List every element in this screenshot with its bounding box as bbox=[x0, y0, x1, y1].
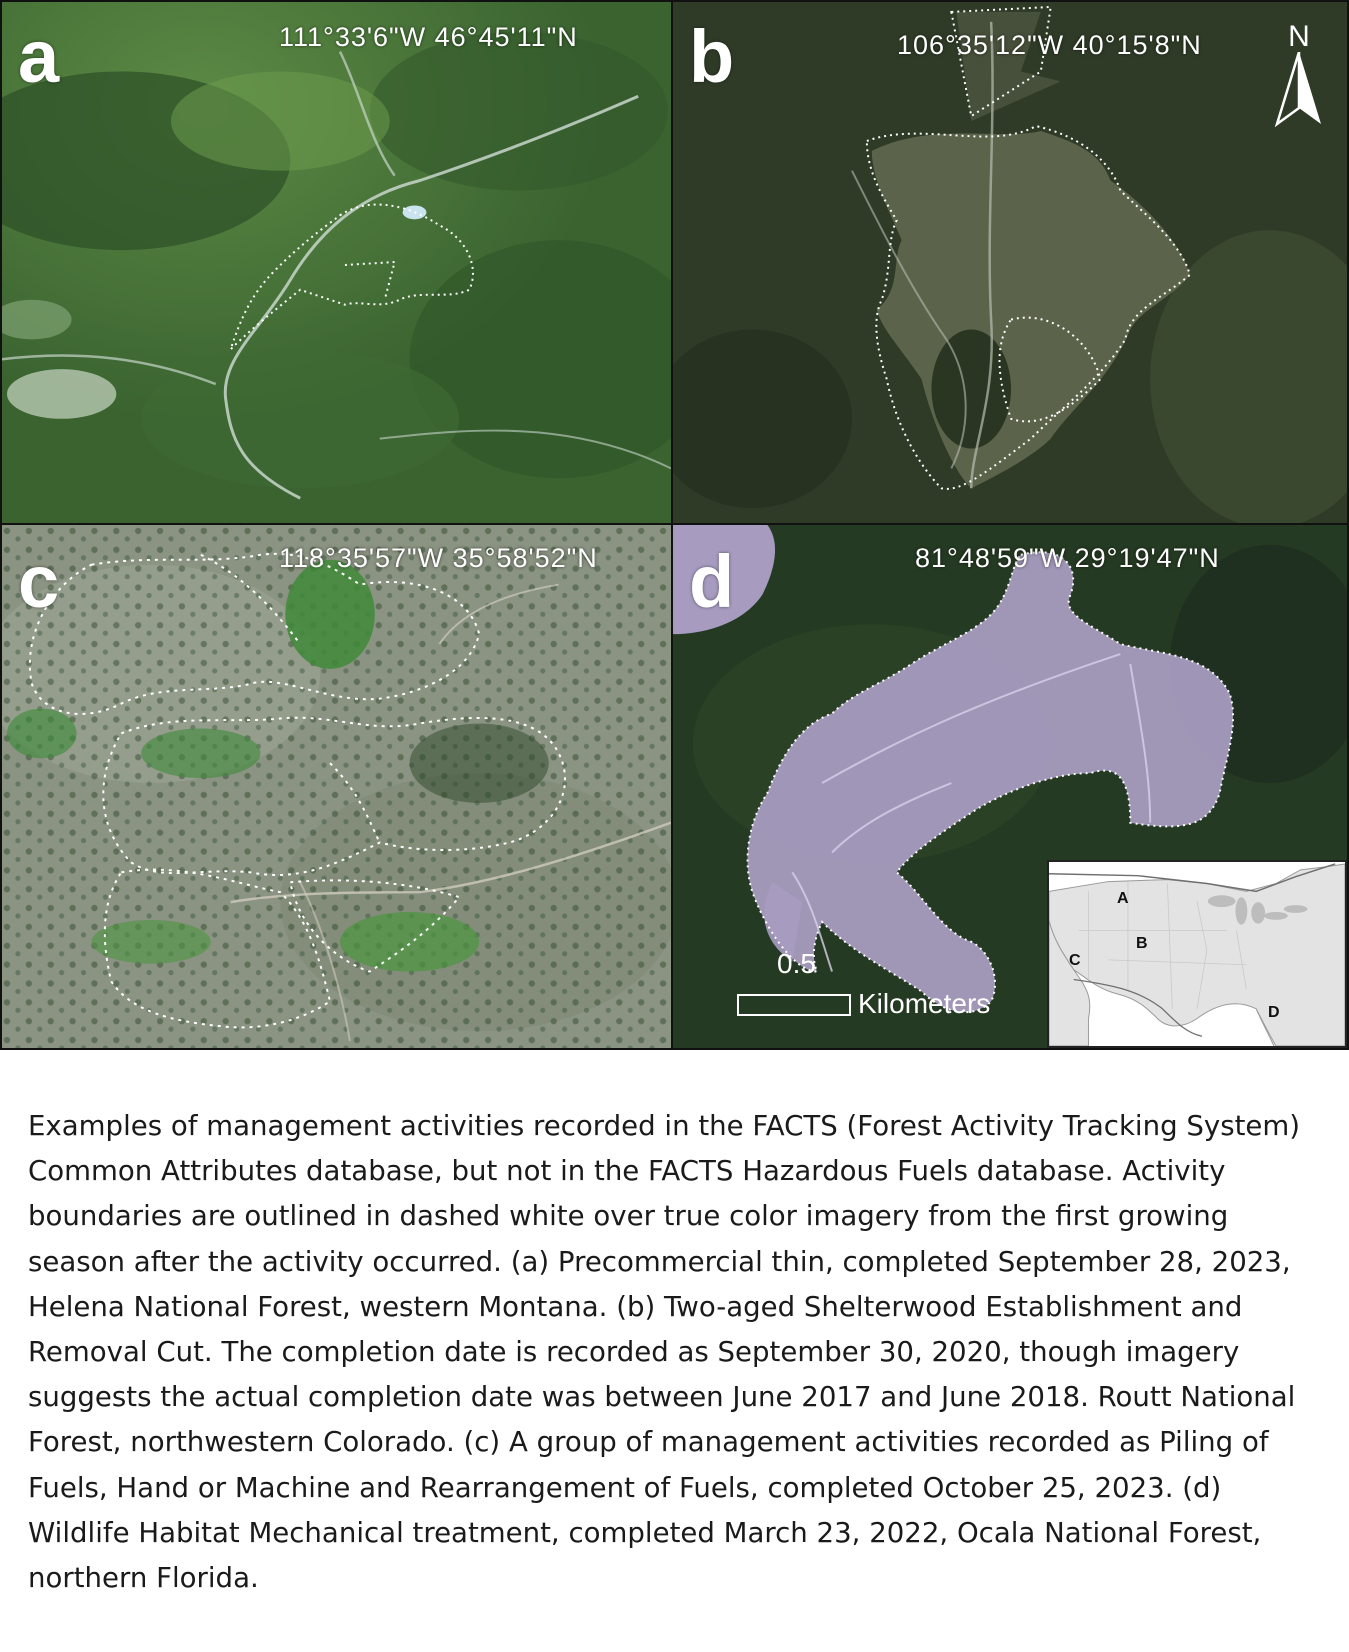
scale-bar-value: 0.5 bbox=[777, 948, 816, 979]
inset-map-us-outline bbox=[1049, 862, 1345, 1046]
north-arrow-label: N bbox=[1288, 20, 1310, 53]
panel-letter-a: a bbox=[18, 15, 60, 98]
panel-letter-d: d bbox=[689, 540, 735, 623]
scale-bar-box bbox=[737, 994, 851, 1016]
scale-bar bbox=[705, 948, 1005, 1028]
panel-coordinates-d: 81°48'59"W 29°19'47"N bbox=[915, 543, 1220, 573]
panel-d bbox=[671, 523, 1349, 1050]
panel-coordinates-a: 111°33'6"W 46°45'11"N bbox=[279, 22, 578, 52]
inset-site-label-d: D bbox=[1268, 1004, 1280, 1021]
panel-letter-c: c bbox=[18, 540, 60, 623]
scale-bar-unit: Kilometers bbox=[858, 988, 991, 1019]
inset-site-label-b: B bbox=[1136, 935, 1148, 952]
panel-coordinates-b: 106°35'12"W 40°15'8"N bbox=[897, 30, 1202, 60]
north-arrow bbox=[1273, 20, 1325, 130]
panel-a bbox=[0, 0, 673, 525]
inset-site-label-c: C bbox=[1069, 952, 1081, 969]
panel-c bbox=[0, 523, 673, 1050]
satellite-image-a bbox=[2, 2, 671, 523]
inset-map bbox=[1047, 860, 1347, 1048]
panel-coordinates-c: 118°35'57"W 35°58'52"N bbox=[279, 543, 598, 573]
panel-b bbox=[671, 0, 1349, 525]
panel-letter-b: b bbox=[689, 15, 735, 98]
north-arrow-icon bbox=[1273, 52, 1325, 132]
inset-site-label-a: A bbox=[1117, 890, 1129, 907]
satellite-image-b bbox=[673, 2, 1347, 523]
satellite-image-c bbox=[2, 525, 671, 1048]
figure-caption: Examples of management activities recorded in the FACTS (Forest Activity Tracking System) Common Attributes database, but not in the FACTS Hazardous Fuels database. Activity boundaries are outlined in dashed white over true color imagery from the first growing season after the activity occurred. (a) Precommercial thin, completed September 28, 2023, Helena National Forest, western Montana. (b) Two-aged Shelterwood Establishment and Removal Cut. The completion date is recorded as September 30, 2020, though imagery suggests the actual completion date was between June 2017 and June 2018. Routt National Forest, northwestern Colorado. (c) A group of management activities recorded as Piling of Fuels, Hand or Machine and Rearrangement of Fuels, completed October 25, 2023. (d) Wildlife Habitat Mechanical treatment, completed March 23, 2022, Ocala National Forest, northern Florida. bbox=[28, 1109, 1301, 1595]
